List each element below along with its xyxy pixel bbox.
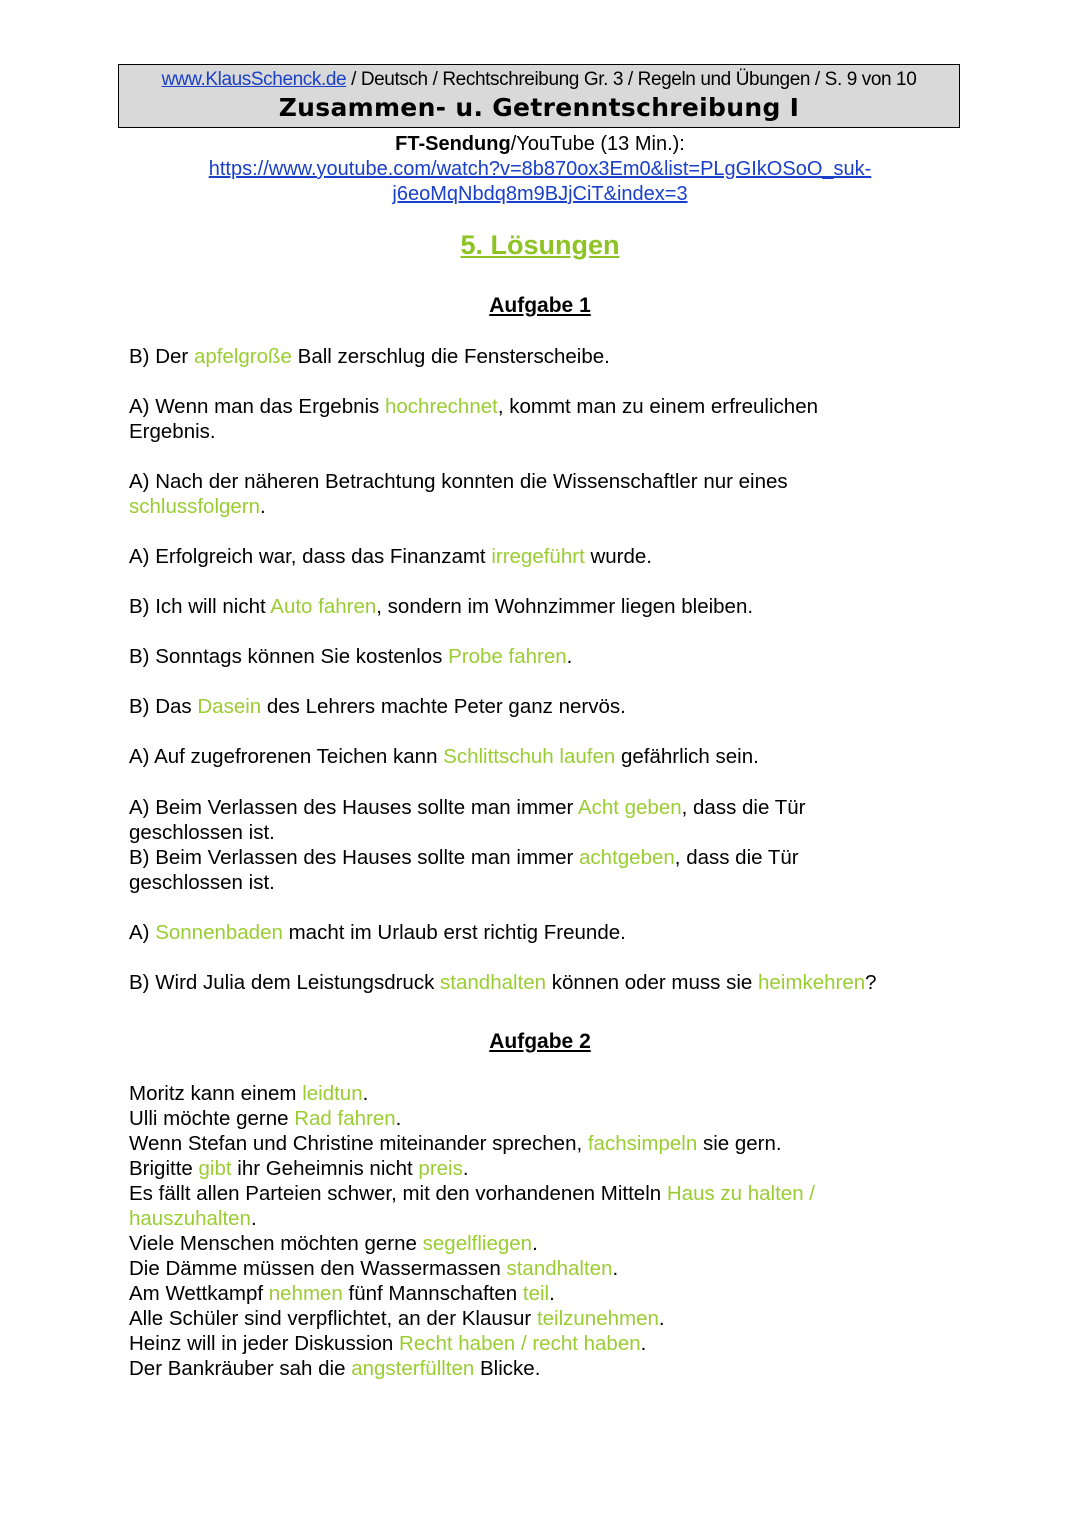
header-box xyxy=(118,64,960,128)
task2-line: Alle Schüler sind verpflichtet, an der Klausur teilzunehmen. xyxy=(129,1307,665,1330)
task2-line: Wenn Stefan und Christine miteinander sprechen, fachsimpeln sie gern. xyxy=(129,1132,782,1155)
youtube-link-line1 xyxy=(0,157,1080,182)
task1-item: A) Auf zugefrorenen Teichen kann Schlittschuh laufen gefährlich sein. xyxy=(129,745,759,768)
task1-item: B) Das Dasein des Lehrers machte Peter ganz nervös. xyxy=(129,695,626,718)
youtube-link-line2 xyxy=(0,182,1080,207)
task2-title: Aufgabe 2 xyxy=(489,1030,591,1053)
task1-title: Aufgabe 1 xyxy=(489,294,591,317)
task1-item: B) Sonntags können Sie kostenlos Probe fahren. xyxy=(129,645,573,668)
task1-item: A) Sonnenbaden macht im Urlaub erst richtig Freunde. xyxy=(129,921,626,944)
task2-line: Am Wettkampf nehmen fünf Mannschaften teil. xyxy=(129,1282,555,1305)
breadcrumb-text: / Deutsch / Rechtschreibung Gr. 3 / Regeln und Übungen / S. 9 von 10 xyxy=(346,69,917,90)
youtube-link-continued[interactable]: j6eoMqNbdq8m9BJjCiT&index=3 xyxy=(392,183,688,205)
task2-line: Brigitte gibt ihr Geheimnis nicht preis. xyxy=(129,1157,469,1180)
task1-item: A) Nach der näheren Betrachtung konnten die Wissenschaftler nur eines schlussfolgern. xyxy=(129,470,788,518)
section-title: 5. Lösungen xyxy=(460,230,620,260)
task1-item: A) Erfolgreich war, dass das Finanzamt irregeführt wurde. xyxy=(129,545,652,568)
task1-item: A) Wenn man das Ergebnis hochrechnet, kommt man zu einem erfreulichen Ergebnis. xyxy=(129,395,818,443)
ft-label-bold: FT-Sendung xyxy=(395,133,511,155)
task2-line: Die Dämme müssen den Wassermassen standhalten. xyxy=(129,1257,619,1280)
youtube-link[interactable]: https://www.youtube.com/watch?v=8b870ox3Em0&list=PLgGIkOSoO_suk- xyxy=(208,158,872,180)
task2-line: Ulli möchte gerne Rad fahren. xyxy=(129,1107,402,1130)
task1-item: B) Wird Julia dem Leistungsdruck standhalten können oder muss sie heimkehren? xyxy=(129,971,877,994)
ft-label xyxy=(0,132,1080,157)
task2-list xyxy=(129,1081,929,1381)
header-breadcrumb xyxy=(119,67,959,93)
task2-line: Moritz kann einem leidtun. xyxy=(129,1082,369,1105)
task1-item: B) Der apfelgroße Ball zerschlug die Fensterscheibe. xyxy=(129,345,610,368)
task2-line: Heinz will in jeder Diskussion Recht haben / recht haben. xyxy=(129,1332,647,1355)
task1-item: A) Beim Verlassen des Hauses sollte man immer Acht geben, dass die Tür geschlossen ist. B) Beim Verlassen des Hauses sollte man immer achtgeben, dass die Tür geschlossen ist. xyxy=(129,796,806,894)
ft-label-rest: /YouTube (13 Min.): xyxy=(510,133,685,155)
task2-line: Viele Menschen möchten gerne segelfliegen. xyxy=(129,1232,538,1255)
site-link[interactable]: www.KlausSchenck.de xyxy=(161,69,347,90)
task2-line: Der Bankräuber sah die angsterfüllten Blicke. xyxy=(129,1357,541,1380)
ft-block xyxy=(0,132,1080,207)
task2-line: Es fällt allen Parteien schwer, mit den vorhandenen Mitteln Haus zu halten / hauszuhalten. xyxy=(129,1182,816,1230)
document-title: Zusammen- u. Getrenntschreibung I xyxy=(278,93,800,122)
task1-item: B) Ich will nicht Auto fahren, sondern im Wohnzimmer liegen bleiben. xyxy=(129,595,754,618)
